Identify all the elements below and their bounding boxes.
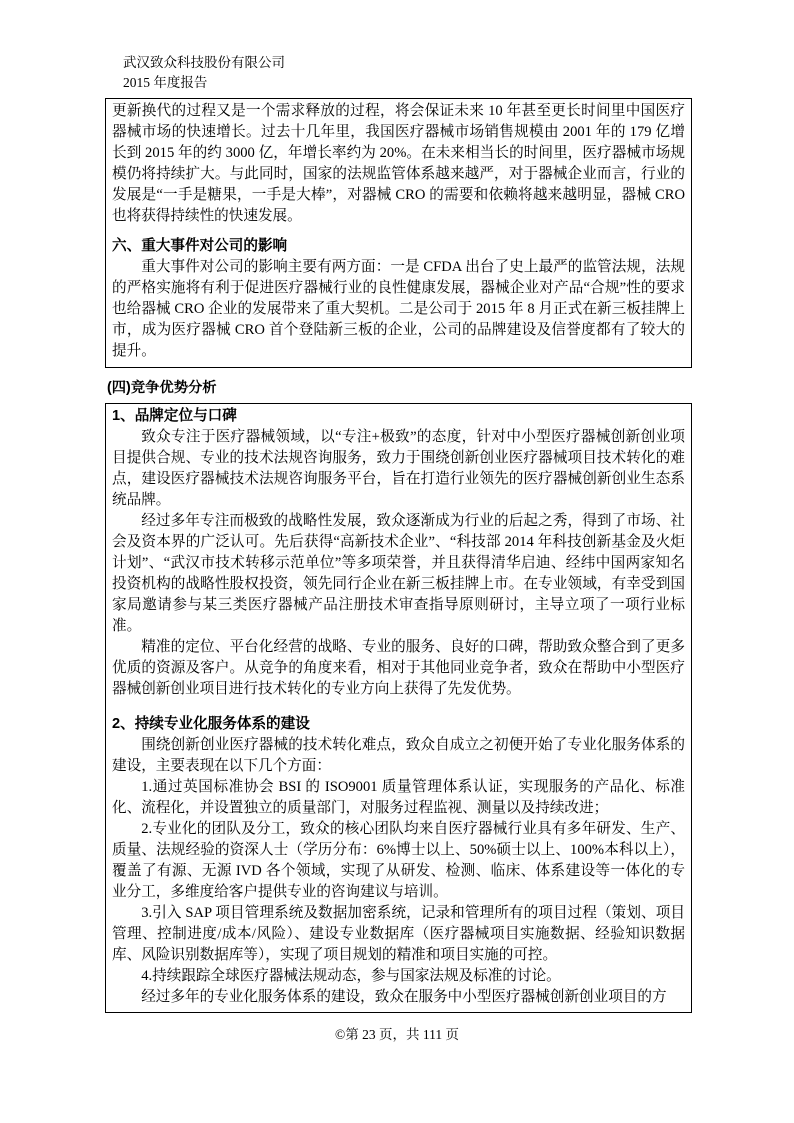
competitive-advantage-box: [105, 403, 692, 1013]
brand-paragraph-3: 精准的定位、平台化经营的战略、专业的服务、良好的口碑，帮助致众整合到了更多优质的资源及客户。从竞争的角度来看，相对于其他同业竞争者，致众在帮助中小型医疗器械创新创业项目进行技术转化的专业方向上获得了先发优势。: [112, 639, 685, 697]
brand-paragraph-2: 经过多年专注而极致的战略性发展，致众逐渐成为行业的后起之秀，得到了市场、社会及资本界的广泛认可。先后获得“高新技术企业”、“科技部 2014 年科技创新基金及火炬计划”、“武汉市技术转移示范单位”等多项荣誉，并且获得清华启迪、经纬中国两家知名投资机构的战略性股权投资，领先同行企业在新三板挂牌上市。在专业领域，有幸受到国家局邀请参与某三类医疗器械产品注册技术审查指导原则研讨，主导立项了一项行业标准。: [112, 513, 685, 634]
market-outlook-paragraph: 更新换代的过程又是一个需求释放的过程，将会保证未来 10 年甚至更长时间里中国医疗器械市场的快速增长。过去十几年里，我国医疗器械市场销售规模由 2001 年的 179 亿增长到 2015 年的约 3000 亿，年增长率约为 20%。在未来相当长的时间里，医疗器械市场规模仍将持续扩大。与此同时，国家的法规监管体系越来越严，对于器械企业而言，行业的发展是“一手是糖果，一手是大棒”，对器械 CRO 的需要和依赖将越来越明显，器械 CRO 也将获得持续性的快速发展。: [112, 103, 685, 224]
section-heading-major-events: 六、重大事件对公司的影响: [112, 238, 288, 254]
document-header: [123, 53, 285, 93]
service-item-1: 1.通过英国标准协会 BSI 的 ISO9001 质量管理体系认证，实现服务的产品化、标准化、流程化，并设置独立的质量部门，对服务过程监视、测量以及持续改进；: [112, 779, 685, 816]
footer-symbol: ©: [334, 1027, 346, 1042]
service-item-2: 2.专业化的团队及分工，致众的核心团队均来自医疗器械行业具有多年研发、生产、质量、法规经验的资深人士（学历分布：6%博士以上、50%硕士以上、100%本科以上），覆盖了有源、无源 IVD 各个领域，实现了从研发、检测、临床、体系建设等一体化的专业分工，多维度给客户提供专业的咨询建议与培训。: [112, 821, 685, 900]
market-outlook-box: [105, 98, 692, 368]
major-events-paragraph: 重大事件对公司的影响主要有两方面：一是 CFDA 出台了史上最严的监管法规，法规的严格实施将有利于促进医疗器械行业的良性健康发展，器械企业对产品“合规”性的要求也给器械 CRO 企业的发展带来了重大契机。二是公司于 2015 年 8 月正式在新三板挂牌上市，成为医疗器械 CRO 首个登陆新三板的企业，公司的品牌建设及信誉度都有了较大的提升。: [112, 259, 685, 359]
service-paragraph-intro: 围绕创新创业医疗器械的技术转化难点，致众自成立之初便开始了专业化服务体系的建设，主要表现在以下几个方面：: [112, 737, 685, 774]
service-item-4: 4.持续跟踪全球医疗器械法规动态，参与国家法规及标准的讨论。: [141, 968, 561, 984]
service-paragraph-closing: 经过多年的专业化服务体系的建设，致众在服务中小型医疗器械创新创业项目的方: [141, 989, 667, 1005]
page-footer: [0, 1026, 794, 1044]
page-number: 第 23 页，共 111 页: [345, 1027, 459, 1042]
brand-paragraph-1: 致众专注于医疗器械领域，以“专注+极致”的态度，针对中小型医疗器械创新创业项目提供合规、专业的技术法规咨询服务，致力于围绕创新创业医疗器械项目技术转化的难点，建设医疗器械技术法规咨询服务平台，旨在打造行业领先的医疗器械创新创业生态系统品牌。: [112, 429, 685, 508]
section-heading-brand: 1、品牌定位与口碑: [112, 408, 237, 424]
section-heading-service-system: 2、持续专业化服务体系的建设: [112, 716, 310, 732]
company-name: 武汉致众科技股份有限公司: [123, 55, 285, 70]
section-heading-competitive-advantage: (四)竞争优势分析: [107, 380, 217, 396]
service-item-3: 3.引入 SAP 项目管理系统及数据加密系统，记录和管理所有的项目过程（策划、项目管理、控制进度/成本/风险）、建设专业数据库（医疗器械项目实施数据、经验知识数据库、风险识别数据库等），实现了项目规划的精准和项目实施的可控。: [112, 905, 685, 963]
report-title: 2015 年度报告: [123, 75, 208, 90]
